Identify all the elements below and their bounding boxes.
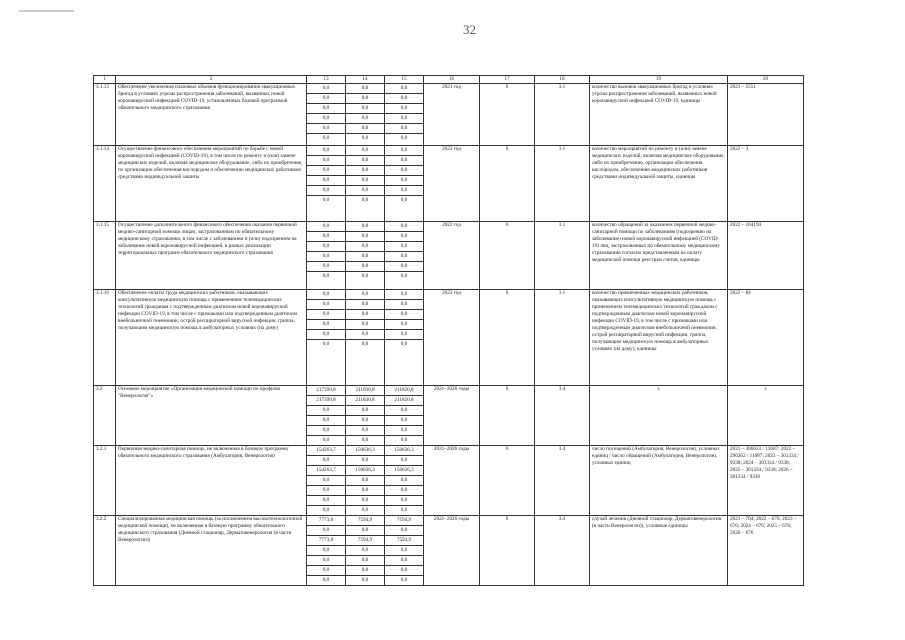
table-row: [94, 516, 804, 586]
sub-value: 0,0: [385, 271, 424, 281]
sub-value: 0,0: [307, 299, 346, 309]
sub-value: 0,0: [307, 329, 346, 339]
sub-value: 0,0: [346, 425, 385, 435]
sub-value: 0,0: [307, 435, 346, 445]
sub-value: 0,0: [307, 405, 346, 415]
scan-artifact: [19, 10, 74, 12]
sub-value: 0,0: [307, 545, 346, 555]
sub-value: 7594,9: [346, 535, 385, 545]
sub-value: 0,0: [346, 405, 385, 415]
table-row: [94, 222, 804, 290]
row-period: 2022 год: [424, 146, 480, 222]
sub-value: 0,0: [346, 415, 385, 425]
row-indicator: количество привлеченных медицинских работников, оказывающих консультативную медицинскую помощь с применением телемедицинских технологий гражданам с подтвержденным диагнозом новой коронавирусной инфекции COVID-19, в том числе с признаками или подтвержденным диагнозом внебольничной пневмонии, острой респираторной вирусной инфекции, гриппа, получающим медицинскую помощь в амбулаторных условиях (на дому), единицы: [590, 290, 728, 386]
sub-value: 150636,3: [394, 447, 414, 453]
sub-value: 0,0: [307, 103, 346, 113]
sub-value: 0,0: [346, 123, 385, 133]
sub-value: 0,0: [385, 155, 424, 165]
sub-value: 0,0: [346, 319, 385, 329]
sub-value: 150636,3: [385, 465, 424, 475]
sub-value: 0,0: [307, 231, 346, 241]
sub-value: 0,0: [385, 299, 424, 309]
row-description: Осуществление дополнительного финансового обеспечения оказания первичной медико-санитарной помощи лицам, застрахованным по обязательному медицинскому страхованию, в том числе с заболеванием и (или) подозрением на заболевание новой коронавирусной инфекцией, в рамках реализации территориальных программ обязательного медицинского страхования: [116, 222, 307, 290]
row-period: 2022 год: [424, 290, 480, 386]
value-cell-v14: [346, 516, 385, 586]
row-description: Основное мероприятие «Организация медицинской помощи по профилю "Венерология"»: [116, 386, 307, 446]
sub-value: 0,0: [307, 455, 346, 465]
row-col17: 6: [480, 84, 535, 146]
value-cell-v15: [385, 446, 424, 516]
sub-value: 0,0: [385, 231, 424, 241]
value-cell-v13: [307, 222, 346, 290]
sub-value: 0,0: [346, 175, 385, 185]
sub-value: 0,0: [307, 505, 346, 515]
sub-value: 0,0: [385, 339, 424, 349]
sub-value: 0,0: [361, 147, 369, 153]
sub-value: 0,0: [385, 113, 424, 123]
table-row: [94, 446, 804, 516]
value-cell-v14: [346, 222, 385, 290]
sub-value: 0,0: [307, 175, 346, 185]
row-indicator: число посещений (Амбулатория, Венерология), условных единиц / число обращений (Амбулатория, Венерология), условных единиц: [590, 446, 728, 516]
sub-value: 0,0: [385, 495, 424, 505]
sub-value: 0,0: [385, 329, 424, 339]
sub-value: 0,0: [385, 435, 424, 445]
value-cell-v14: [346, 84, 385, 146]
sub-value: 0,0: [346, 435, 385, 445]
sub-value: 0,0: [346, 299, 385, 309]
row-indicator: x: [590, 386, 728, 446]
sub-value: 211830,8: [355, 387, 375, 393]
row-col18: 3.4: [535, 516, 590, 586]
sub-value: 0,0: [307, 271, 346, 281]
value-cell-v13: [307, 386, 346, 446]
row-col18: 3.1: [535, 290, 590, 386]
sub-value: 0,0: [322, 85, 330, 91]
sub-value: 0,0: [322, 291, 330, 297]
sub-value: 0,0: [307, 339, 346, 349]
sub-value: 0,0: [346, 485, 385, 495]
sub-value: 0,0: [346, 185, 385, 195]
sub-value: 0,0: [346, 231, 385, 241]
row-col18: 3.4: [535, 386, 590, 446]
sub-value: 0,0: [346, 251, 385, 261]
sub-value: 0,0: [307, 241, 346, 251]
sub-value: 0,0: [361, 85, 369, 91]
value-cell-v13: [307, 84, 346, 146]
sub-value: 0,0: [307, 495, 346, 505]
sub-value: 0,0: [307, 319, 346, 329]
row-col18: 3.4: [535, 446, 590, 516]
row-id: 3.1.14: [94, 146, 116, 222]
column-number: 18: [535, 76, 590, 84]
sub-value: 211820,8: [385, 395, 424, 405]
row-description: Осуществление финансового обеспечения мероприятий по борьбе с новой коронавирусной инфекцией (COVID-19), в том числе по ремонту и (или) замене медицинских изделий, включая медицинское оборудование, либо их приобретение, по организации обеспечения кислородом и обеспечению медицинских работников средствами индивидуальной защиты: [116, 146, 307, 222]
value-cell-v14: [346, 386, 385, 446]
value-cell-v13: [307, 446, 346, 516]
row-col17: 6: [480, 290, 535, 386]
column-number: 1: [94, 76, 116, 84]
sub-value: 0,0: [346, 565, 385, 575]
sub-value: 0,0: [385, 195, 424, 205]
row-indicator: количество мероприятий по ремонту и (или) замене медицинских изделий, включая медицинское оборудование, либо их приобретению, организации обеспечения кислородом, обеспечению медицинских работников средствами индивидуальной защиты, единицы: [590, 146, 728, 222]
sub-value: 0,0: [385, 545, 424, 555]
sub-value: 0,0: [385, 415, 424, 425]
sub-value: 0,0: [346, 495, 385, 505]
sub-value: 0,0: [385, 185, 424, 195]
sub-value: 0,0: [346, 339, 385, 349]
page-number: 32: [463, 22, 476, 37]
sub-value: 0,0: [307, 113, 346, 123]
sub-value: 0,0: [322, 147, 330, 153]
row-col17: 6: [480, 146, 535, 222]
column-number: 19: [590, 76, 728, 84]
row-description: Обеспечение увеличения плановых объемов функционирования эвакуационных бригад в условиях угрозы распространения заболеваний, вызванных новой коронавирусной инфекцией COVID-19, установленных базовой программой обязательного медицинского страхования: [116, 84, 307, 146]
sub-value: 211830,8: [346, 395, 385, 405]
row-col17: 6: [480, 222, 535, 290]
sub-value: 7594,9: [385, 535, 424, 545]
sub-value: 217399,8: [307, 395, 346, 405]
sub-value: 0,0: [346, 271, 385, 281]
sub-value: 0,0: [307, 93, 346, 103]
sub-value: 0,0: [307, 415, 346, 425]
row-id: 3.2.1: [94, 446, 116, 516]
column-number-row: [94, 76, 804, 84]
sub-value: 0,0: [307, 133, 346, 143]
sub-value: 0,0: [307, 185, 346, 195]
sub-value: 0,0: [385, 425, 424, 435]
sub-value: 154263,7: [316, 447, 336, 453]
row-target: 2021 – 386623 / 13687; 2022 – 296262 / 11087; 2023 – 301334 / 9338; 2024 – 301334 / 9338; 2025 – 301334 / 9338; 2026 – 301334 / 9338: [728, 446, 804, 516]
row-indicator: количество вызовов эвакуационных бригад в условиях угрозы распространения заболеваний, вызванных новой коронавирусной инфекцией COVID-19, единицы: [590, 84, 728, 146]
row-id: 3.2: [94, 386, 116, 446]
row-target: 2021 – 5551: [728, 84, 804, 146]
sub-value: 0,0: [385, 565, 424, 575]
sub-value: 7773,8: [307, 535, 346, 545]
sub-value: 150636,3: [355, 447, 375, 453]
sub-value: 0,0: [385, 93, 424, 103]
sub-value: 0,0: [346, 329, 385, 339]
value-cell-v13: [307, 516, 346, 586]
row-period: 2021–2026 годы: [424, 446, 480, 516]
sub-value: 0,0: [385, 475, 424, 485]
column-number: 15: [385, 76, 424, 84]
sub-value: 0,0: [400, 223, 408, 229]
row-id: 3.2.2: [94, 516, 116, 586]
budget-table: [93, 75, 804, 586]
row-id: 3.1.16: [94, 290, 116, 386]
table-row: [94, 146, 804, 222]
sub-value: 0,0: [307, 525, 346, 535]
sub-value: 0,0: [346, 525, 385, 535]
sub-value: 0,0: [307, 251, 346, 261]
value-cell-v14: [346, 446, 385, 516]
sub-value: 0,0: [385, 575, 424, 585]
sub-value: 0,0: [385, 319, 424, 329]
sub-value: 0,0: [307, 165, 346, 175]
sub-value: 0,0: [385, 505, 424, 515]
sub-value: 0,0: [346, 103, 385, 113]
row-target: 2022 – 3: [728, 146, 804, 222]
value-cell-v13: [307, 290, 346, 386]
row-description: Обеспечение оплаты труда медицинских работников, оказывающих консультативную медицинскую помощь с применением телемедицинских технологий гражданам с подтвержденным диагнозом новой коронавирусной инфекции COVID-19, в том числе с признаками или подтвержденным диагнозом внебольничной пневмонии, острой респираторной вирусной инфекции, гриппа, получающим медицинскую помощь в амбулаторных условиях (на дому): [116, 290, 307, 386]
row-col18: 3.1: [535, 222, 590, 290]
sub-value: 0,0: [346, 575, 385, 585]
sub-value: 0,0: [361, 291, 369, 297]
value-cell-v14: [346, 146, 385, 222]
sub-value: 0,0: [346, 545, 385, 555]
row-col17: 6: [480, 516, 535, 586]
sub-value: 211820,8: [394, 387, 414, 393]
row-target: 2022 – 84: [728, 290, 804, 386]
sub-value: 0,0: [346, 113, 385, 123]
column-number: 14: [346, 76, 385, 84]
sub-value: 0,0: [346, 133, 385, 143]
column-number: 20: [728, 76, 804, 84]
sub-value: 0,0: [346, 165, 385, 175]
row-id: 3.1.15: [94, 222, 116, 290]
table-row: [94, 290, 804, 386]
sub-value: 0,0: [346, 555, 385, 565]
sub-value: 0,0: [307, 475, 346, 485]
row-target: 2021 – 704; 2022 – 676; 2023 – 676; 2024 – 676; 2025 – 676; 2026 – 676: [728, 516, 804, 586]
sub-value: 0,0: [385, 175, 424, 185]
sub-value: 0,0: [346, 455, 385, 465]
sub-value: 7773,8: [318, 517, 334, 523]
sub-value: 0,0: [385, 555, 424, 565]
row-period: 2021–2026 годы: [424, 386, 480, 446]
sub-value: 0,0: [346, 475, 385, 485]
value-cell-v15: [385, 386, 424, 446]
sub-value: 7594,9: [396, 517, 412, 523]
sub-value: 0,0: [346, 195, 385, 205]
row-col18: 3.1: [535, 146, 590, 222]
sub-value: 0,0: [400, 291, 408, 297]
row-indicator: случай лечения (Дневной стационар, Дерматовенерология (в части Венерологии)), условные единицы: [590, 516, 728, 586]
row-target: 2022 – 104194: [728, 222, 804, 290]
column-number: 16: [424, 76, 480, 84]
sub-value: 0,0: [385, 251, 424, 261]
row-col17: 6: [480, 386, 535, 446]
sub-value: 0,0: [346, 505, 385, 515]
table-row: [94, 84, 804, 146]
value-cell-v15: [385, 516, 424, 586]
sub-value: 0,0: [307, 425, 346, 435]
sub-value: 0,0: [385, 261, 424, 271]
sub-value: 0,0: [322, 223, 330, 229]
sub-value: 0,0: [307, 555, 346, 565]
sub-value: 0,0: [385, 133, 424, 143]
value-cell-v14: [346, 290, 385, 386]
row-period: 2022 год: [424, 222, 480, 290]
sub-value: 0,0: [346, 261, 385, 271]
sub-value: 0,0: [307, 575, 346, 585]
sub-value: 0,0: [385, 123, 424, 133]
value-cell-v13: [307, 146, 346, 222]
sub-value: 7594,9: [357, 517, 373, 523]
sub-value: 0,0: [346, 241, 385, 251]
value-cell-v15: [385, 290, 424, 386]
sub-value: 0,0: [385, 485, 424, 495]
sub-value: 150636,3: [346, 465, 385, 475]
sub-value: 0,0: [307, 195, 346, 205]
row-description: Первичная медико-санитарная помощь, не включенная в базовую программу обязательного медицинского страхования (Амбулатория, Венерология): [116, 446, 307, 516]
sub-value: 154263,7: [307, 465, 346, 475]
sub-value: 0,0: [385, 165, 424, 175]
table-row: [94, 386, 804, 446]
sub-value: 0,0: [346, 155, 385, 165]
column-number: 2: [116, 76, 307, 84]
row-id: 3.1.13: [94, 84, 116, 146]
value-cell-v15: [385, 146, 424, 222]
sub-value: 0,0: [385, 405, 424, 415]
value-cell-v15: [385, 84, 424, 146]
row-indicator: количество обращений за оказанием первичной медико-санитарной помощи по заболеваниям (подозрению на заболевание) новой коронавирусной инфекцией (COVID-19) лиц, застрахованных по обязательному медицинскому страхованию согласно представленным на оплату медицинской помощи реестрам счетов, единицы: [590, 222, 728, 290]
sub-value: 0,0: [346, 93, 385, 103]
sub-value: 0,0: [361, 223, 369, 229]
sub-value: 0,0: [385, 103, 424, 113]
sub-value: 0,0: [307, 565, 346, 575]
row-description: Специализированная медицинская помощь (за исключением высокотехнологичной медицинской помощи), не включенная в базовую программу обязательного медицинского страхования (Дневной стационар, Дерматовенерология (в части Венерологии)): [116, 516, 307, 586]
sub-value: 0,0: [307, 155, 346, 165]
row-period: 2021–2026 годы: [424, 516, 480, 586]
sub-value: 0,0: [307, 485, 346, 495]
sub-value: 0,0: [400, 85, 408, 91]
column-number: 17: [480, 76, 535, 84]
sub-value: 0,0: [385, 241, 424, 251]
sub-value: 0,0: [385, 525, 424, 535]
value-cell-v15: [385, 222, 424, 290]
sub-value: 217399,8: [316, 387, 336, 393]
sub-value: 0,0: [385, 309, 424, 319]
sub-value: 0,0: [400, 147, 408, 153]
row-col17: 6: [480, 446, 535, 516]
sub-value: 0,0: [307, 123, 346, 133]
sub-value: 0,0: [307, 309, 346, 319]
row-col18: 3.1: [535, 84, 590, 146]
sub-value: 0,0: [385, 455, 424, 465]
sub-value: 0,0: [346, 309, 385, 319]
row-target: x: [728, 386, 804, 446]
column-number: 13: [307, 76, 346, 84]
sub-value: 0,0: [307, 261, 346, 271]
row-period: 2021 год: [424, 84, 480, 146]
